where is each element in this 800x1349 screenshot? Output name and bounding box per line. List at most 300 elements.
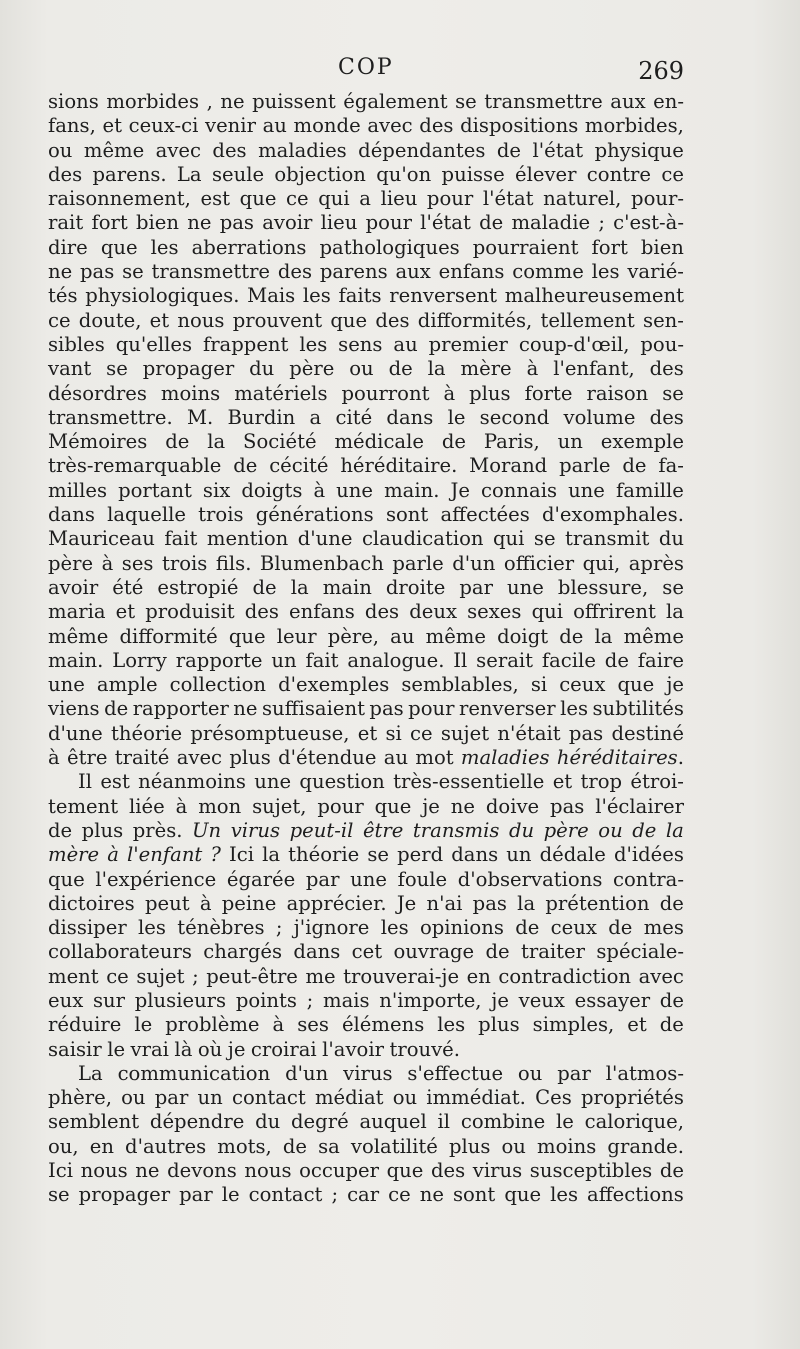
word: ne	[187, 211, 212, 235]
word: premier	[428, 332, 508, 356]
word: estropié	[157, 575, 239, 599]
word: plus	[81, 818, 124, 842]
text-line	[48, 382, 684, 406]
word: dépendantes	[358, 138, 486, 162]
word: pathologiques	[319, 235, 460, 259]
word: au	[383, 746, 409, 770]
word: ou	[121, 1086, 146, 1110]
word: avoir	[262, 211, 313, 235]
text-line	[48, 1183, 684, 1207]
text-line	[48, 795, 684, 819]
word: renverser	[458, 697, 556, 721]
word: analogue.	[347, 648, 445, 672]
word: problème	[165, 1013, 260, 1037]
word: nous	[244, 1159, 292, 1183]
word: où	[197, 1037, 223, 1061]
word: de	[496, 138, 522, 162]
word: père	[289, 357, 335, 381]
italic-word: héréditaires.	[556, 746, 684, 770]
word: a	[359, 187, 371, 211]
text-line	[48, 187, 684, 211]
text-line	[48, 892, 684, 916]
word: trouvé.	[389, 1037, 461, 1061]
word: affections	[587, 1183, 684, 1207]
word: ou	[349, 357, 374, 381]
word: à	[199, 891, 212, 915]
word: à	[175, 794, 188, 818]
word: raisonnement,	[48, 187, 191, 211]
text-line	[48, 479, 684, 503]
word: ne	[419, 1183, 444, 1207]
word: mon	[198, 794, 242, 818]
word: dans	[293, 940, 341, 964]
word: de	[104, 697, 129, 721]
word: se	[662, 381, 684, 405]
word: exemple	[600, 430, 684, 454]
word: Il	[453, 648, 468, 672]
word: même	[83, 138, 145, 162]
word: que	[330, 308, 368, 332]
word: nous	[177, 308, 225, 332]
word: d'étendue	[278, 746, 377, 770]
word: puisse	[441, 162, 505, 186]
word: malheureusement	[504, 284, 684, 308]
word: ;	[306, 988, 314, 1012]
text-line	[48, 1013, 684, 1037]
word: une	[507, 575, 544, 599]
word: combine	[460, 1110, 546, 1134]
word: aberrations	[191, 235, 307, 259]
word: ment	[48, 964, 99, 988]
word: produisit	[145, 600, 235, 624]
word: d'une	[297, 527, 353, 551]
word: en-	[653, 90, 684, 113]
word: que	[374, 794, 412, 818]
word: ;	[275, 916, 283, 940]
word: c'est-à-	[613, 211, 684, 235]
text-line	[48, 552, 684, 576]
word: Mémoires	[48, 430, 148, 454]
word: et	[627, 1013, 647, 1037]
word: sont	[452, 1183, 496, 1207]
word: après	[628, 551, 684, 575]
word: une	[254, 770, 292, 794]
word: une	[48, 673, 85, 697]
word: six	[202, 478, 231, 502]
word: tellement	[540, 308, 635, 332]
word: avec	[367, 114, 413, 138]
word: été	[112, 575, 144, 599]
text-line	[48, 697, 684, 721]
word: contre	[586, 162, 652, 186]
word: de	[604, 648, 629, 672]
word: facile	[541, 648, 596, 672]
word: leur	[276, 624, 317, 648]
word: dire	[48, 235, 88, 259]
text-line	[48, 114, 684, 138]
body-text	[48, 90, 684, 1208]
word: rapporter	[132, 697, 229, 721]
word: même	[48, 624, 109, 648]
word: offrirent	[573, 600, 656, 624]
text-line	[48, 1086, 684, 1110]
word: sujet	[136, 964, 185, 988]
word: milles	[48, 478, 108, 502]
word: théorie	[288, 843, 360, 867]
word: sens	[338, 332, 383, 356]
word: plus	[448, 1134, 491, 1158]
word: mes	[643, 916, 684, 940]
word: les	[380, 916, 409, 940]
word: Morand	[469, 454, 548, 478]
word: destiné	[611, 721, 684, 745]
word: par	[154, 1086, 189, 1110]
word: les	[437, 1013, 466, 1037]
word: deux	[409, 600, 458, 624]
word: ceux	[559, 673, 606, 697]
word: physique	[594, 138, 684, 162]
word: de	[515, 916, 540, 940]
word: morbides,	[584, 114, 684, 138]
word: des	[430, 1159, 466, 1183]
word: le	[555, 1110, 574, 1134]
text-line	[48, 989, 684, 1013]
word: une	[350, 867, 387, 891]
word: avoir	[48, 575, 99, 599]
word: ouvrage	[393, 940, 475, 964]
word: pou-	[640, 332, 684, 356]
word: nous	[80, 1159, 128, 1183]
word: à	[443, 381, 456, 405]
word: connais	[481, 478, 558, 502]
word: venir	[205, 114, 256, 138]
word: et	[102, 114, 122, 138]
word: le	[447, 405, 466, 429]
word: lieu	[320, 211, 358, 235]
word: d'un	[285, 1061, 329, 1085]
word: Je	[450, 478, 470, 502]
word: si	[385, 721, 402, 745]
italic-word: de	[632, 818, 657, 842]
word: pour	[317, 794, 364, 818]
word: Il	[78, 770, 93, 794]
word: prétention	[545, 891, 650, 915]
text-line	[48, 746, 684, 770]
word: parle	[559, 454, 611, 478]
page-number: 269	[638, 57, 684, 85]
word: de	[659, 891, 684, 915]
word: trois	[161, 551, 208, 575]
word: des	[364, 600, 400, 624]
text-line	[48, 309, 684, 333]
word: transmettre	[151, 260, 271, 284]
text-line	[48, 454, 684, 478]
word: fait	[305, 648, 339, 672]
word: portant	[118, 478, 192, 502]
word: semblent	[48, 1110, 140, 1134]
word: des	[419, 114, 454, 138]
word: cité	[335, 405, 373, 429]
word: ou	[392, 1086, 418, 1110]
word: spéciale-	[596, 940, 684, 964]
word: se	[122, 260, 144, 284]
word: rapporte	[175, 648, 263, 672]
word: du	[658, 527, 684, 551]
word: la	[290, 575, 309, 599]
word: un	[271, 648, 297, 672]
word: présomptueuse,	[190, 721, 350, 745]
word: des	[277, 260, 313, 284]
page-header	[48, 55, 684, 89]
word: sa	[318, 1134, 340, 1158]
word: subtilités	[592, 697, 684, 721]
word: désordres	[48, 381, 147, 405]
word: ténèbres	[177, 916, 265, 940]
word: la	[594, 624, 613, 648]
word: collaborateurs	[48, 940, 192, 964]
word: qui	[531, 600, 563, 624]
word: élémens	[341, 1013, 425, 1037]
word: pour	[426, 187, 474, 211]
word: doigt	[497, 624, 549, 648]
word: à	[48, 746, 60, 770]
word: des	[649, 405, 684, 429]
word: par	[459, 575, 493, 599]
word: susceptibles	[529, 1159, 653, 1183]
word: pourront	[341, 381, 430, 405]
word: pas	[80, 260, 115, 284]
word: avec	[638, 964, 684, 988]
word: les	[302, 284, 331, 308]
word: que	[228, 624, 266, 648]
word: au	[262, 114, 287, 138]
word: se	[455, 90, 477, 113]
word: les	[550, 1183, 579, 1207]
word: les	[138, 916, 166, 940]
word: à	[526, 357, 539, 381]
word: des	[48, 162, 83, 186]
text-line	[48, 770, 684, 794]
word: ample	[96, 673, 158, 697]
word: dépendre	[149, 1110, 245, 1134]
word: également	[343, 90, 448, 113]
word: droite	[385, 575, 446, 599]
word: médiat	[314, 1086, 384, 1110]
text-line	[48, 868, 684, 892]
word: foule	[397, 867, 448, 891]
word: occuper	[299, 1159, 379, 1183]
word: claudication	[361, 527, 484, 551]
text-line	[48, 430, 684, 454]
word: de	[388, 357, 413, 381]
word: de	[659, 1159, 684, 1183]
italic-word: peut-il	[289, 818, 354, 842]
word: le	[134, 1013, 153, 1037]
word: volume	[563, 405, 636, 429]
word: communication	[117, 1061, 271, 1085]
word: d'une	[48, 721, 103, 745]
word: de	[282, 1134, 307, 1158]
word: aux	[610, 90, 646, 113]
word: près.	[132, 818, 183, 842]
word: semblables,	[401, 673, 519, 697]
text-line	[48, 90, 684, 114]
word: a	[309, 405, 322, 429]
word: peut	[144, 891, 190, 915]
word: maria	[48, 600, 106, 624]
word: propager	[78, 1183, 171, 1207]
word: de	[485, 940, 510, 964]
word: apprécier.	[286, 891, 387, 915]
word: ne	[233, 697, 258, 721]
word: si	[530, 673, 548, 697]
word: Je	[396, 891, 417, 915]
word: traité	[114, 746, 170, 770]
word: dispositions	[460, 114, 579, 138]
word: pour	[408, 697, 455, 721]
word: dans	[386, 405, 434, 429]
text-line	[48, 357, 684, 381]
running-title: COP	[338, 55, 394, 80]
word: il	[437, 1110, 451, 1134]
word: difformités,	[417, 308, 533, 332]
word: aux	[395, 260, 431, 284]
text-line	[48, 1135, 684, 1159]
word: et	[115, 600, 136, 624]
word: je	[491, 988, 509, 1012]
word: sen-	[643, 308, 684, 332]
word: bien	[640, 235, 684, 259]
word: dans	[48, 503, 95, 527]
word: ne	[220, 90, 245, 113]
word: comme	[512, 260, 584, 284]
word: mère	[460, 357, 512, 381]
word: qui	[318, 187, 350, 211]
word: La	[176, 162, 202, 186]
word: serait	[476, 648, 534, 672]
word: main.	[48, 648, 104, 672]
word: un	[557, 430, 583, 454]
word: et	[149, 308, 170, 332]
word: de	[479, 211, 504, 235]
word: matériels	[234, 381, 328, 405]
word: collection	[169, 673, 267, 697]
text-line	[48, 940, 684, 964]
word: enfans	[288, 600, 355, 624]
italic-word: père	[543, 818, 589, 842]
word: fa-	[658, 454, 684, 478]
word: ceux	[550, 916, 597, 940]
word: officier	[503, 551, 575, 575]
text-line	[48, 965, 684, 989]
word: est	[200, 187, 231, 211]
word: de	[233, 454, 258, 478]
word: n'importe,	[379, 988, 482, 1012]
word: même	[623, 624, 684, 648]
word: M.	[186, 405, 214, 429]
word: vant	[48, 357, 92, 381]
word: que	[48, 867, 85, 891]
word: virus	[472, 1159, 523, 1183]
word: Ces	[535, 1086, 572, 1110]
word: tement	[48, 794, 119, 818]
italic-word: ?	[210, 843, 221, 867]
word: les	[560, 697, 588, 721]
word: par	[557, 1061, 591, 1085]
word: élever	[514, 162, 577, 186]
word: ,	[206, 90, 213, 113]
word: contradiction	[498, 964, 632, 988]
word: Mauriceau	[48, 527, 155, 551]
word: eux	[48, 988, 84, 1012]
word: mots,	[217, 1134, 272, 1158]
word: contra-	[613, 867, 684, 891]
word: affectées	[440, 503, 530, 527]
word: pas	[369, 697, 404, 721]
word: auquel	[359, 1110, 427, 1134]
word: mais	[322, 988, 370, 1012]
word: ou	[501, 1134, 526, 1158]
word: la	[427, 357, 446, 381]
word: trop	[580, 770, 623, 794]
word: d'exomphales.	[542, 503, 684, 527]
word: de	[608, 916, 633, 940]
word: sujet	[440, 721, 490, 745]
word: vrai	[130, 1037, 169, 1061]
word: faire	[637, 648, 684, 672]
word: Burdin	[227, 405, 296, 429]
word: en	[466, 964, 491, 988]
word: mot	[415, 746, 454, 770]
word: se	[48, 1183, 70, 1207]
word: par	[305, 867, 340, 891]
word: d'idées	[613, 843, 684, 867]
word: fait	[164, 527, 198, 551]
word: dans	[451, 843, 499, 867]
text-line	[48, 527, 684, 551]
word: sibles	[48, 332, 105, 356]
word: ses	[297, 1013, 329, 1037]
text-line	[48, 260, 684, 284]
word: n'était	[497, 721, 561, 745]
word: moins	[537, 1134, 597, 1158]
word: de	[659, 1013, 684, 1037]
word: la	[517, 891, 536, 915]
word: pas	[219, 211, 254, 235]
word: les	[299, 332, 328, 356]
word: varié-	[627, 260, 684, 284]
word: très-essentielle	[393, 770, 545, 794]
word: doive	[485, 794, 540, 818]
word: raison	[586, 381, 649, 405]
word: sions	[48, 90, 99, 113]
word: devons	[167, 1159, 237, 1183]
word: cécité	[269, 454, 329, 478]
italic-word: Un	[192, 818, 222, 842]
word: une	[336, 478, 374, 502]
word: croirai	[250, 1037, 317, 1061]
word: les	[150, 235, 179, 259]
word: d'autres	[125, 1134, 207, 1158]
word: question	[299, 770, 385, 794]
word: seule	[211, 162, 265, 186]
word: dictoires	[48, 891, 135, 915]
word: plusieurs	[134, 988, 227, 1012]
word: ou	[517, 1061, 543, 1085]
text-line	[48, 1062, 684, 1086]
word: parle	[392, 551, 444, 575]
word: main	[322, 575, 372, 599]
